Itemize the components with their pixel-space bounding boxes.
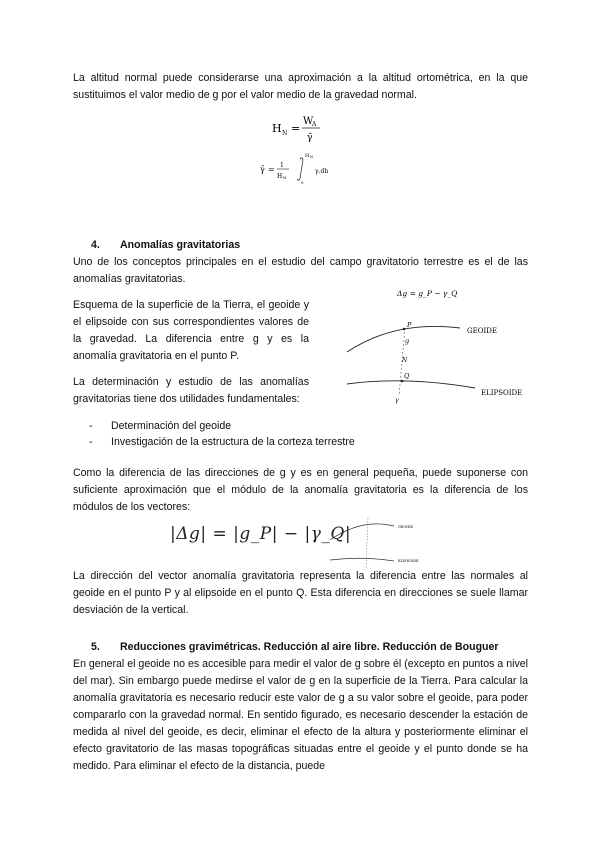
formula-gamma-lhs: γ̄ — [260, 165, 265, 174]
formula-gamma-lower: 0 — [301, 180, 304, 185]
point-q-label: Q — [404, 372, 410, 380]
normal-line-small — [366, 518, 368, 568]
integral-sign-icon — [297, 158, 303, 181]
formula-gamma-upper-sub: N — [310, 155, 314, 159]
section-5-paragraph: En general el geoide no es accesible para medir el valor de g sobre él (excepto en puntos a nivel del mar). Sin embargo puede medirse el valor de g en la superficie de la Tierra. Para calcular la anomalía gravitatoria es necesario reducir este valor de g a su valor sobre el geoide, para poder compararlo con la gravedad normal. En sentido figurado, es necesario descender la estación de medida al nivel del geoide, es decir, eliminar el efecto de la altura y posteriormente eliminar el efecto gravitatorio de las masas topográficas situadas entre el geoide y el punto donde se ha medido. Para eliminar el efecto de la distancia, puede — [73, 658, 528, 772]
geoid-label: GEOIDE — [467, 327, 497, 335]
section-4-heading — [73, 239, 528, 251]
ellipsoid-label-small: ELIPSOIDE — [398, 559, 419, 563]
formula-mean-normal-gravity — [258, 148, 348, 188]
vector-gamma-label: γ — [395, 397, 399, 404]
geoid-ellipsoid-diagram — [335, 280, 535, 410]
point-p-label: P — [407, 321, 412, 329]
ellipsoid-curve — [347, 381, 475, 388]
intro-paragraph: La altitud normal puede considerarse una aproximación a la altitud ortométrica, en la que sustituimos el valor medio de g por el valor medio de la gravedad normal. — [73, 72, 528, 101]
section-4-intro: Uno de los conceptos principales en el estudio del campo gravitatorio terrestre es el de las anomalías gravitatorias. — [73, 256, 528, 285]
list-item: - Investigación de la estructura de la corteza terrestre — [73, 434, 355, 450]
point-p-marker — [403, 328, 406, 331]
point-q-marker — [401, 380, 404, 383]
formula-hn-lhs: H — [272, 122, 282, 135]
formula-hn-num-sub: A — [312, 121, 317, 128]
section-5-heading — [73, 641, 528, 653]
vector-g-label: g — [405, 337, 410, 345]
section-4-title: Anomalías gravitatorias — [120, 239, 241, 251]
section-5-title: Reducciones gravimétricas. Reducción al aire libre. Reducción de Bouguer — [120, 641, 499, 653]
anomaly-formula-label: Δg = g_P − γ_Q — [397, 289, 458, 298]
formula-gamma-frac-den-sub: N — [283, 175, 287, 180]
section-4-difference-text: Como la diferencia de las direcciones de g y es en general pequeña, puede suponerse con suficiente aproximación que el módulo de la anomalía gravitatoria es la diferencia de los módulos de los vectores: — [73, 467, 528, 513]
deflection-diagram — [322, 510, 432, 572]
section-4-bullet-list — [73, 418, 355, 450]
section-4-number: 4. — [91, 239, 100, 251]
formula-normal-height — [270, 110, 330, 146]
formula-gamma-upper: H — [305, 153, 310, 159]
formula-gamma-frac-num: 1 — [280, 162, 284, 169]
section-5-number: 5. — [91, 641, 100, 653]
formula-hn-num: W — [303, 116, 314, 127]
anomaly-modulus-formula: |Δg| = |g_P| − |γ_Q| — [170, 524, 352, 544]
section-4-utilities-text: La determinación y estudio de las anomalías gravitatorias tiene dos utilidades fundamentales: — [73, 376, 309, 405]
geoid-label-small: GEOIDE — [398, 525, 413, 529]
formula-hn-lhs-sub: N — [282, 130, 288, 137]
formula-gamma-eq: = — [268, 165, 275, 174]
ellipsoid-label: ELIPSOIDE — [481, 389, 523, 397]
ellipsoid-curve-small — [330, 558, 394, 561]
formula-hn-eq: = — [291, 122, 301, 135]
undulation-n-label: N — [402, 357, 408, 364]
formula-gamma-integrand: γ.dh — [315, 168, 329, 175]
formula-gamma-frac-den: H — [277, 173, 283, 180]
geoid-curve-small — [330, 524, 394, 540]
list-item: - Determinación del geoide — [73, 418, 355, 434]
section-4-scheme-text: Esquema de la superficie de la Tierra, el geoide y el elipsoide con sus correspondientes valores de la gravedad. La diferencia entre g y es la anomalía gravitatoria en el punto P. — [73, 299, 309, 362]
section-4-deflection-text: La dirección del vector anomalía gravitatoria representa la diferencia entre las normales al geoide en el punto P y al elipsoide en el punto Q. Esta diferencia en direcciones se suele llamar desviación de la vertical. — [73, 570, 528, 616]
formula-hn-den: γ̄ — [307, 133, 313, 143]
